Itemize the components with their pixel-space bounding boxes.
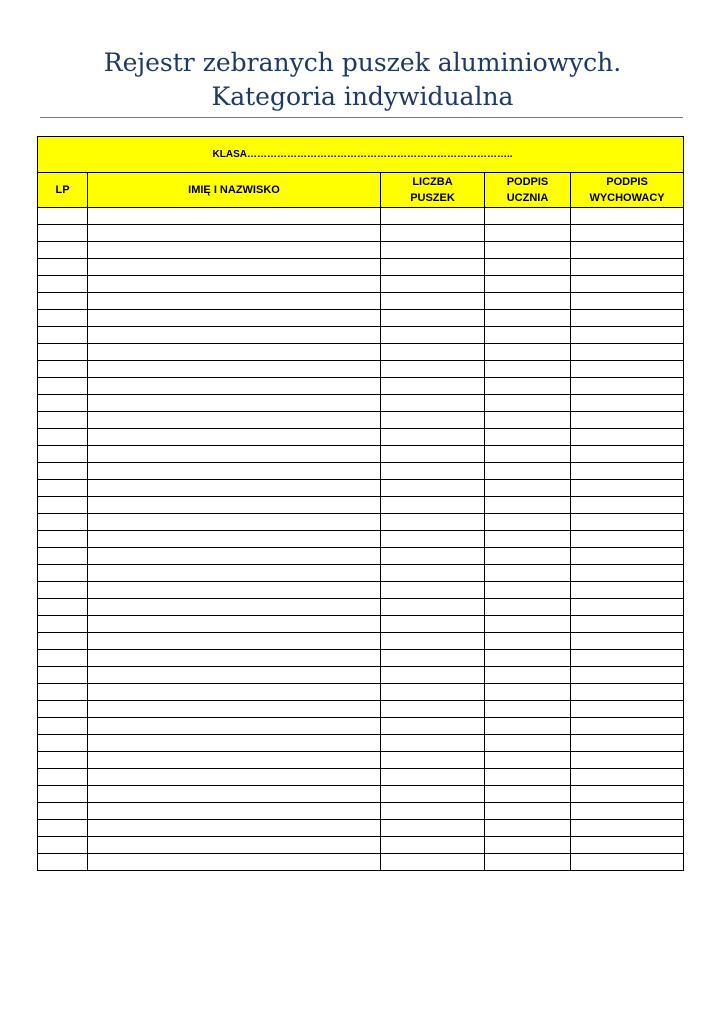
lp-cell[interactable] <box>38 446 88 463</box>
can-count-cell[interactable] <box>381 684 485 701</box>
can-count-cell[interactable] <box>381 565 485 582</box>
lp-cell[interactable] <box>38 208 88 225</box>
name-cell[interactable] <box>88 310 381 327</box>
lp-cell[interactable] <box>38 650 88 667</box>
table-row <box>38 718 684 735</box>
teacher-signature-cell[interactable] <box>571 293 684 310</box>
teacher-signature-cell[interactable] <box>571 718 684 735</box>
teacher-signature-cell[interactable] <box>571 616 684 633</box>
table-row <box>38 616 684 633</box>
class-field[interactable] <box>38 137 684 173</box>
lp-cell[interactable] <box>38 412 88 429</box>
can-count-cell[interactable] <box>381 327 485 344</box>
table-row <box>38 820 684 837</box>
name-cell[interactable] <box>88 786 381 803</box>
class-row <box>38 137 684 173</box>
student-signature-cell[interactable] <box>485 412 571 429</box>
student-signature-cell[interactable] <box>485 344 571 361</box>
table-row <box>38 701 684 718</box>
name-cell[interactable] <box>88 378 381 395</box>
lp-cell[interactable] <box>38 514 88 531</box>
can-count-cell[interactable] <box>381 378 485 395</box>
student-signature-cell[interactable] <box>485 616 571 633</box>
student-signature-cell[interactable] <box>485 327 571 344</box>
name-cell[interactable] <box>88 429 381 446</box>
teacher-signature-cell[interactable] <box>571 242 684 259</box>
teacher-signature-cell[interactable] <box>571 429 684 446</box>
teacher-signature-cell[interactable] <box>571 803 684 820</box>
student-signature-cell[interactable] <box>485 854 571 871</box>
table-row <box>38 344 684 361</box>
student-signature-cell[interactable] <box>485 429 571 446</box>
lp-cell[interactable] <box>38 786 88 803</box>
can-count-cell[interactable] <box>381 259 485 276</box>
name-cell[interactable] <box>88 582 381 599</box>
table-row <box>38 854 684 871</box>
teacher-signature-cell[interactable] <box>571 531 684 548</box>
name-cell[interactable] <box>88 480 381 497</box>
table-row <box>38 480 684 497</box>
lp-cell[interactable] <box>38 361 88 378</box>
header-lp: LP <box>38 173 88 208</box>
student-signature-cell[interactable] <box>485 361 571 378</box>
name-cell[interactable] <box>88 293 381 310</box>
table-row <box>38 582 684 599</box>
student-signature-cell[interactable] <box>485 446 571 463</box>
teacher-signature-cell[interactable] <box>571 395 684 412</box>
teacher-signature-cell[interactable] <box>571 259 684 276</box>
document-title <box>0 46 725 114</box>
table-row <box>38 803 684 820</box>
student-signature-cell[interactable] <box>485 633 571 650</box>
table-row <box>38 548 684 565</box>
can-count-cell[interactable] <box>381 650 485 667</box>
name-cell[interactable] <box>88 701 381 718</box>
lp-cell[interactable] <box>38 293 88 310</box>
lp-cell[interactable] <box>38 735 88 752</box>
name-cell[interactable] <box>88 616 381 633</box>
can-count-cell[interactable] <box>381 310 485 327</box>
student-signature-cell[interactable] <box>485 242 571 259</box>
student-signature-cell[interactable] <box>485 565 571 582</box>
student-signature-cell[interactable] <box>485 837 571 854</box>
table-row <box>38 293 684 310</box>
can-count-cell[interactable] <box>381 276 485 293</box>
lp-cell[interactable] <box>38 684 88 701</box>
can-count-cell[interactable] <box>381 633 485 650</box>
can-count-cell[interactable] <box>381 718 485 735</box>
table-row <box>38 361 684 378</box>
lp-cell[interactable] <box>38 701 88 718</box>
teacher-signature-cell[interactable] <box>571 854 684 871</box>
lp-cell[interactable] <box>38 854 88 871</box>
table-row <box>38 276 684 293</box>
student-signature-cell[interactable] <box>485 531 571 548</box>
lp-cell[interactable] <box>38 429 88 446</box>
can-count-cell[interactable] <box>381 446 485 463</box>
lp-cell[interactable] <box>38 565 88 582</box>
can-count-cell[interactable] <box>381 548 485 565</box>
header-teacher-signature: PODPIS WYCHOWACY <box>571 173 684 208</box>
student-signature-cell[interactable] <box>485 701 571 718</box>
lp-cell[interactable] <box>38 242 88 259</box>
table-row <box>38 225 684 242</box>
name-cell[interactable] <box>88 208 381 225</box>
name-cell[interactable] <box>88 718 381 735</box>
teacher-signature-cell[interactable] <box>571 310 684 327</box>
student-signature-cell[interactable] <box>485 514 571 531</box>
student-signature-cell[interactable] <box>485 667 571 684</box>
student-signature-cell[interactable] <box>485 548 571 565</box>
header-can-count: LICZBA PUSZEK <box>381 173 485 208</box>
can-count-cell[interactable] <box>381 701 485 718</box>
name-cell[interactable] <box>88 259 381 276</box>
teacher-signature-cell[interactable] <box>571 633 684 650</box>
lp-cell[interactable] <box>38 327 88 344</box>
register-table <box>37 136 684 871</box>
lp-cell[interactable] <box>38 803 88 820</box>
teacher-signature-cell[interactable] <box>571 514 684 531</box>
student-signature-cell[interactable] <box>485 276 571 293</box>
student-signature-cell[interactable] <box>485 582 571 599</box>
teacher-signature-cell[interactable] <box>571 769 684 786</box>
table-row <box>38 531 684 548</box>
can-count-cell[interactable] <box>381 208 485 225</box>
teacher-signature-cell[interactable] <box>571 599 684 616</box>
can-count-cell[interactable] <box>381 344 485 361</box>
teacher-signature-cell[interactable] <box>571 735 684 752</box>
teacher-signature-cell[interactable] <box>571 327 684 344</box>
title-underline <box>40 117 683 118</box>
student-signature-cell[interactable] <box>485 820 571 837</box>
teacher-signature-cell[interactable] <box>571 361 684 378</box>
name-cell[interactable] <box>88 803 381 820</box>
teacher-signature-cell[interactable] <box>571 378 684 395</box>
name-cell[interactable] <box>88 225 381 242</box>
student-signature-cell[interactable] <box>485 599 571 616</box>
lp-cell[interactable] <box>38 667 88 684</box>
name-cell[interactable] <box>88 684 381 701</box>
can-count-cell[interactable] <box>381 752 485 769</box>
can-count-cell[interactable] <box>381 769 485 786</box>
header-name: IMIĘ I NAZWISKO <box>88 173 381 208</box>
lp-cell[interactable] <box>38 548 88 565</box>
can-count-cell[interactable] <box>381 837 485 854</box>
student-signature-cell[interactable] <box>485 225 571 242</box>
teacher-signature-cell[interactable] <box>571 412 684 429</box>
lp-cell[interactable] <box>38 310 88 327</box>
can-count-cell[interactable] <box>381 803 485 820</box>
table-row <box>38 327 684 344</box>
student-signature-cell[interactable] <box>485 752 571 769</box>
table-row <box>38 633 684 650</box>
student-signature-cell[interactable] <box>485 395 571 412</box>
lp-cell[interactable] <box>38 633 88 650</box>
table-row <box>38 752 684 769</box>
lp-cell[interactable] <box>38 531 88 548</box>
can-count-cell[interactable] <box>381 531 485 548</box>
table-row <box>38 497 684 514</box>
name-cell[interactable] <box>88 497 381 514</box>
table-row <box>38 667 684 684</box>
name-cell[interactable] <box>88 837 381 854</box>
name-cell[interactable] <box>88 463 381 480</box>
table-row <box>38 565 684 582</box>
name-cell[interactable] <box>88 412 381 429</box>
can-count-cell[interactable] <box>381 225 485 242</box>
name-cell[interactable] <box>88 242 381 259</box>
lp-cell[interactable] <box>38 752 88 769</box>
name-cell[interactable] <box>88 361 381 378</box>
teacher-signature-cell[interactable] <box>571 837 684 854</box>
teacher-signature-cell[interactable] <box>571 344 684 361</box>
name-cell[interactable] <box>88 854 381 871</box>
teacher-signature-cell[interactable] <box>571 701 684 718</box>
name-cell[interactable] <box>88 548 381 565</box>
can-count-cell[interactable] <box>381 616 485 633</box>
student-signature-cell[interactable] <box>485 208 571 225</box>
teacher-signature-cell[interactable] <box>571 497 684 514</box>
table-row <box>38 735 684 752</box>
name-cell[interactable] <box>88 327 381 344</box>
table-row <box>38 378 684 395</box>
table-row <box>38 684 684 701</box>
lp-cell[interactable] <box>38 582 88 599</box>
can-count-cell[interactable] <box>381 735 485 752</box>
table-row <box>38 463 684 480</box>
name-cell[interactable] <box>88 599 381 616</box>
can-count-cell[interactable] <box>381 293 485 310</box>
table-row <box>38 429 684 446</box>
student-signature-cell[interactable] <box>485 718 571 735</box>
can-count-cell[interactable] <box>381 820 485 837</box>
student-signature-cell[interactable] <box>485 310 571 327</box>
table-row <box>38 259 684 276</box>
teacher-signature-cell[interactable] <box>571 667 684 684</box>
name-cell[interactable] <box>88 344 381 361</box>
lp-cell[interactable] <box>38 344 88 361</box>
teacher-signature-cell[interactable] <box>571 446 684 463</box>
table-row <box>38 412 684 429</box>
name-cell[interactable] <box>88 531 381 548</box>
teacher-signature-cell[interactable] <box>571 820 684 837</box>
teacher-signature-cell[interactable] <box>571 480 684 497</box>
name-cell[interactable] <box>88 667 381 684</box>
teacher-signature-cell[interactable] <box>571 276 684 293</box>
lp-cell[interactable] <box>38 378 88 395</box>
lp-cell[interactable] <box>38 480 88 497</box>
student-signature-cell[interactable] <box>485 735 571 752</box>
table-row <box>38 208 684 225</box>
lp-cell[interactable] <box>38 463 88 480</box>
name-cell[interactable] <box>88 565 381 582</box>
student-signature-cell[interactable] <box>485 259 571 276</box>
can-count-cell[interactable] <box>381 361 485 378</box>
name-cell[interactable] <box>88 446 381 463</box>
table-row <box>38 514 684 531</box>
table-row <box>38 837 684 854</box>
student-signature-cell[interactable] <box>485 497 571 514</box>
lp-cell[interactable] <box>38 820 88 837</box>
can-count-cell[interactable] <box>381 480 485 497</box>
lp-cell[interactable] <box>38 395 88 412</box>
lp-cell[interactable] <box>38 837 88 854</box>
table-row <box>38 310 684 327</box>
can-count-cell[interactable] <box>381 412 485 429</box>
lp-cell[interactable] <box>38 259 88 276</box>
teacher-signature-cell[interactable] <box>571 225 684 242</box>
name-cell[interactable] <box>88 633 381 650</box>
name-cell[interactable] <box>88 276 381 293</box>
student-signature-cell[interactable] <box>485 803 571 820</box>
header-row <box>38 173 684 208</box>
can-count-cell[interactable] <box>381 463 485 480</box>
table-row <box>38 599 684 616</box>
lp-cell[interactable] <box>38 276 88 293</box>
teacher-signature-cell[interactable] <box>571 684 684 701</box>
teacher-signature-cell[interactable] <box>571 208 684 225</box>
student-signature-cell[interactable] <box>485 650 571 667</box>
student-signature-cell[interactable] <box>485 293 571 310</box>
name-cell[interactable] <box>88 514 381 531</box>
title-line-1: Rejestr zebranych puszek aluminiowych. <box>103 48 622 77</box>
can-count-cell[interactable] <box>381 599 485 616</box>
title-line-2: Kategoria indywidualna <box>211 82 514 111</box>
teacher-signature-cell[interactable] <box>571 463 684 480</box>
table-row <box>38 446 684 463</box>
teacher-signature-cell[interactable] <box>571 548 684 565</box>
can-count-cell[interactable] <box>381 854 485 871</box>
teacher-signature-cell[interactable] <box>571 582 684 599</box>
teacher-signature-cell[interactable] <box>571 786 684 803</box>
can-count-cell[interactable] <box>381 667 485 684</box>
header-student-signature: PODPIS UCZNIA <box>485 173 571 208</box>
teacher-signature-cell[interactable] <box>571 565 684 582</box>
can-count-cell[interactable] <box>381 786 485 803</box>
table-row <box>38 786 684 803</box>
name-cell[interactable] <box>88 820 381 837</box>
class-label: KLASA…………………………………………………………………….. <box>212 149 513 160</box>
lp-cell[interactable] <box>38 225 88 242</box>
table-row <box>38 769 684 786</box>
student-signature-cell[interactable] <box>485 378 571 395</box>
name-cell[interactable] <box>88 752 381 769</box>
table-row <box>38 650 684 667</box>
name-cell[interactable] <box>88 395 381 412</box>
name-cell[interactable] <box>88 650 381 667</box>
can-count-cell[interactable] <box>381 497 485 514</box>
name-cell[interactable] <box>88 735 381 752</box>
name-cell[interactable] <box>88 769 381 786</box>
can-count-cell[interactable] <box>381 242 485 259</box>
student-signature-cell[interactable] <box>485 480 571 497</box>
teacher-signature-cell[interactable] <box>571 752 684 769</box>
lp-cell[interactable] <box>38 497 88 514</box>
student-signature-cell[interactable] <box>485 463 571 480</box>
student-signature-cell[interactable] <box>485 786 571 803</box>
can-count-cell[interactable] <box>381 395 485 412</box>
can-count-cell[interactable] <box>381 582 485 599</box>
student-signature-cell[interactable] <box>485 769 571 786</box>
can-count-cell[interactable] <box>381 429 485 446</box>
lp-cell[interactable] <box>38 718 88 735</box>
lp-cell[interactable] <box>38 599 88 616</box>
can-count-cell[interactable] <box>381 514 485 531</box>
table-row <box>38 242 684 259</box>
lp-cell[interactable] <box>38 769 88 786</box>
student-signature-cell[interactable] <box>485 684 571 701</box>
teacher-signature-cell[interactable] <box>571 650 684 667</box>
table-row <box>38 395 684 412</box>
lp-cell[interactable] <box>38 616 88 633</box>
